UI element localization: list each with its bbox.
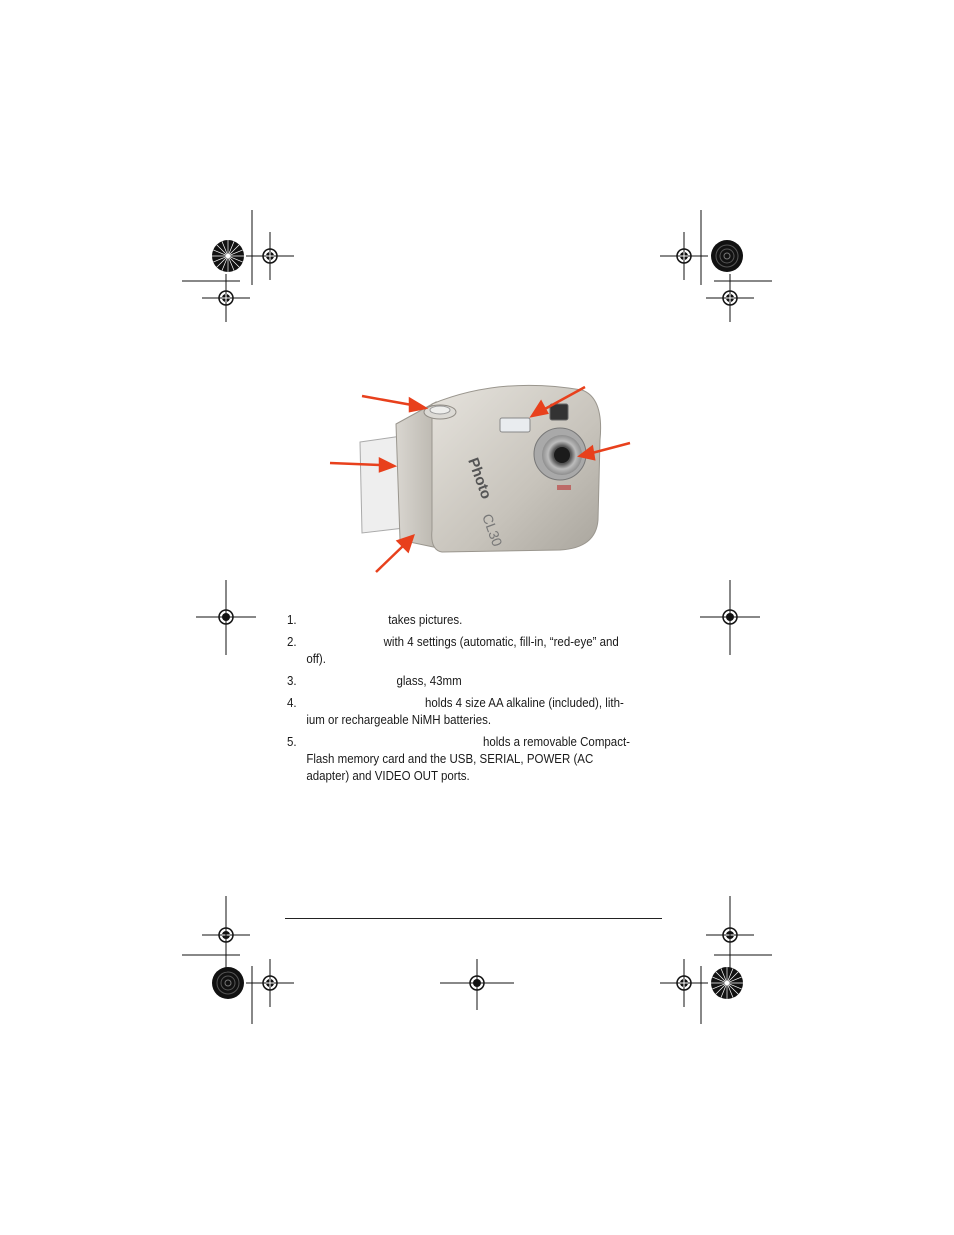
item-text: takes pictures. — [388, 613, 463, 627]
model-label: CL30 — [479, 511, 506, 549]
list-item — [287, 734, 632, 785]
list-item — [287, 673, 632, 690]
item-number: 5. — [287, 735, 297, 749]
item-number: 1. — [287, 613, 297, 627]
list-item — [287, 612, 632, 629]
item-number: 2. — [287, 635, 297, 649]
item-text: glass, 43mm — [396, 674, 462, 688]
list-item — [287, 634, 632, 668]
item-text: with 4 settings (automatic, fill-in, “red-eye” and off). — [306, 635, 619, 666]
item-text: holds 4 size AA alkaline (included), lith-ium or rechargeable NiMH batteries. — [306, 696, 624, 727]
item-text: holds a removable Compact-Flash memory card and the USB, SERIAL, POWER (AC adapter) and VIDEO OUT ports. — [306, 735, 630, 783]
viewfinder — [550, 404, 568, 420]
list-item — [287, 695, 632, 729]
item-number: 4. — [287, 696, 297, 710]
item-number: 3. — [287, 674, 297, 688]
footer-rule — [285, 918, 662, 919]
flash-window — [500, 418, 530, 432]
brand-label: Photo — [464, 455, 495, 502]
parts-list — [287, 612, 632, 790]
